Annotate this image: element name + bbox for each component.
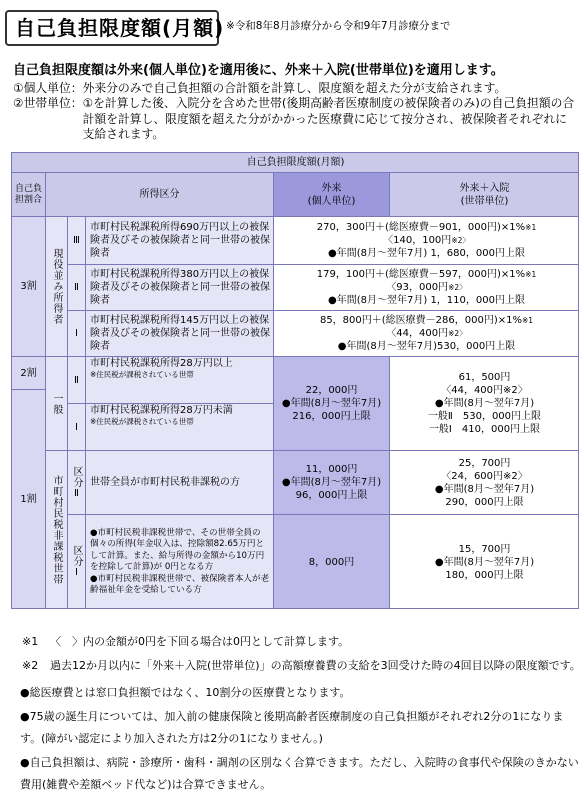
row-k2-both-annual-label: ●年間(8月～翌年7月) [434,483,535,495]
row-g3-desc: 市町村民税課税所得690万円以上の被保険者及びその被保険者と同一世帯の被保険者 [85,216,273,264]
limit-table [11,152,579,609]
row-g3-limit [273,216,579,264]
row-k2-num [67,450,85,514]
row-g3-limit-line2 [383,234,470,247]
ippan-both-annual-label: ●年間(8月～翌年7月) [434,398,535,409]
footnotes [22,630,582,678]
group-genekinami [45,216,67,356]
row-g2-formula: 179，100円＋(総医療費－597，000円)×1% [316,269,526,280]
row-g1-limit-line2 [386,327,466,340]
bullet-1: ●総医療費とは窓口負担額ではなく、10割分の医療費となります。 [20,686,351,699]
row-ip1-sub: ※住民税が課税されている世帯 [90,417,194,426]
row-g1-note2: ※2〉 [448,329,467,338]
row-k1-num-label: 区分Ⅰ [71,545,82,579]
row-ip1-desc-text: 市町村民税課税所得28万円未満 [90,405,233,416]
footnote-2-text: 過去12か月以内に「外来＋入院(世帯単位)」の高額療養費の支給を3回受けた時の4回目以降の限度額です。 [50,659,581,672]
row-g3-4th: 〈140，100円 [383,235,452,246]
intro-item-1-text: 外来分のみで自己負担額の合計額を計算し、限度額を超えた分が支給されます。 [82,80,507,95]
row-k1-both-amount: 15，700円 [458,543,511,555]
row-ip2-sub: ※住民税が課税されている世帯 [90,370,194,379]
intro-line: 自己負担限度額は外来(個人単位)を適用後に、外来＋入院(世帯単位)を適用します。 [13,63,504,78]
row-k2-both-4th: 〈24，600円※2〉 [441,470,528,482]
row-g2-annual: ●年間(8月～翌年7月) 1，110，000円上限 [328,295,525,306]
row-g2-limit-line2 [386,281,466,294]
row-k2-both-annual-limit: 290，000円上限 [445,496,524,508]
footnote-2-key: ※2 [22,659,39,672]
row-k1-outpatient: 8，000円 [273,514,389,609]
ippan-both-4th: 〈44，400円※2〉 [441,385,528,396]
row-g3-num: Ⅲ [67,216,85,264]
col-header-outpatient: 外来 (個人単位) [273,172,389,216]
row-g3-annual: ●年間(8月～翌年7月) 1，680，000円上限 [328,248,525,259]
ippan-outpatient [273,356,389,450]
row-g1-desc: 市町村民税課税所得145万円以上の被保険者及びその被保険者と同一世帯の被保険者 [85,310,273,356]
footnote-1-text: 〈 〉内の金額が0円を下回る場合は0円として計算します。 [50,635,350,648]
col-header-both: 外来＋入院 (世帯単位) [389,172,579,216]
group-ippan-label: 一般 [51,392,62,415]
ratio-3: 3割 [11,216,45,356]
row-k1-both [389,514,579,609]
row-ip2-desc [85,356,273,403]
row-k2-out-annual-label: ●年間(8月～翌年7月) [281,477,382,488]
ippan-out-amount: 22，000円 [305,385,358,396]
footnote-1 [22,630,582,654]
ippan-both [389,356,579,450]
col-header-income: 所得区分 [45,172,273,216]
intro-item-1-label: ①個人単位： [13,80,83,95]
intro-item-2-label: ②世帯単位： [13,96,83,110]
intro-item-1 [13,81,578,97]
period-note: ※令和8年8月診療分から令和9年7月診療分まで [226,20,451,32]
row-g2-limit [273,264,579,310]
row-g2-note2: ※2〉 [448,283,467,292]
bullet-2: ●75歳の誕生月については、加入前の健康保険と後期高齢者医療制度の自己負担額がそれぞれ2分の1になります。(障がい認定により加入された方は2分の1になりません。) [20,710,564,745]
row-g3-limit-line1 [317,221,536,234]
row-k1-desc [85,514,273,609]
group-genekinami-label: 現役並み所得者 [51,248,62,325]
group-hikazei-label: 市町村民税非課税世帯 [51,475,62,585]
row-k2-num-label: 区分Ⅱ [71,465,82,500]
row-g1-annual: ●年間(8月～翌年7月)530，000円上限 [337,341,516,352]
row-g2-desc: 市町村民税課税所得380万円以上の被保険者及びその被保険者と同一世帯の被保険者 [85,264,273,310]
table-caption: 自己負担限度額(月額) [11,152,579,172]
row-k1-both-annual-limit: 180，000円上限 [445,569,524,581]
row-g2-note1: ※1 [525,270,537,279]
row-g3-formula: 270，300円＋(総医療費－901，000円)×1% [316,222,526,233]
row-k1-desc-2: ●市町村民税非課税世帯で、被保険者本人が老齢福祉年金を受給している方 [90,573,270,595]
row-ip1-desc [85,403,273,450]
intro-item-2 [13,96,578,143]
row-k2-both [389,450,579,514]
footnote-2 [22,654,582,678]
ratio-1: 1割 [11,389,45,609]
row-g1-note1: ※1 [521,316,534,325]
page-title-box [5,10,225,46]
group-ippan [45,356,67,450]
row-k2-outpatient [273,450,389,514]
row-g2-limit-line1 [317,268,536,281]
row-k2-out-amount: 11，000円 [305,464,358,475]
ippan-out-annual-label: ●年間(8月～翌年7月) [281,398,382,409]
ippan-out-annual-limit: 216，000円上限 [292,411,371,422]
ippan-both-annual-1: 一般Ⅰ 410，000円上限 [428,424,541,435]
row-k1-num [67,514,85,609]
row-g3-note1: ※1 [525,223,537,232]
ratio-2: 2割 [11,356,45,389]
row-g1-num: Ⅰ [67,310,85,356]
page-title: 自己負担限度額(月額) [15,16,225,40]
bullet-3: ●自己負担額は、病院・診療所・歯科・調剤の区別なく合算できます。ただし、入院時の食事代や保険のきかない費用(雑費や差額ベッド代など)は合算できません。 [20,756,579,791]
intro-item-2-text: ①を計算した後、入院分を含めた世帯(後期高齢者医療制度の被保険者のみ)の自己負担額の合計額を計算し、限度額を超えた分がかかった医療費に応じて按分され、被保険者それぞれに支給されます。 [82,96,575,141]
row-k2-out-annual-limit: 96，000円上限 [295,490,368,501]
row-ip1-num: Ⅰ [67,403,85,450]
row-g2-num: Ⅱ [67,264,85,310]
col-header-ratio: 自己負担割合 [11,172,45,216]
row-g1-formula: 85，800円＋(総医療費－286，000円)×1% [319,315,522,326]
row-g1-4th: 〈44，400円 [386,328,449,339]
intro [13,63,578,143]
ippan-both-amount: 61，500円 [458,372,511,383]
row-g3-note2: ※2〉 [451,236,470,245]
row-g1-limit [273,310,579,356]
row-g2-4th: 〈93，000円 [386,282,449,293]
row-g1-limit-line1 [320,314,533,327]
ippan-both-annual-2: 一般Ⅱ 530，000円上限 [427,411,542,422]
row-k2-both-amount: 25，700円 [458,457,511,469]
row-ip2-desc-text: 市町村民税課税所得28万円以上 [90,358,233,369]
footnote-1-key: ※1 [22,635,39,648]
row-k1-desc-1: ●市町村民税非課税世帯で、その世帯全員の個々の所得(年金収入は、控除額82.65万円として計算。また、給与所得の金額から10万円を控除して計算)が 0円となる方 [90,527,265,572]
row-ip2-num: Ⅱ [67,356,85,403]
group-hikazei [45,450,67,609]
row-k1-both-annual-label: ●年間(8月～翌年7月) [434,556,535,568]
row-k2-desc: 世帯全員が市町村民税非課税の方 [85,450,273,514]
